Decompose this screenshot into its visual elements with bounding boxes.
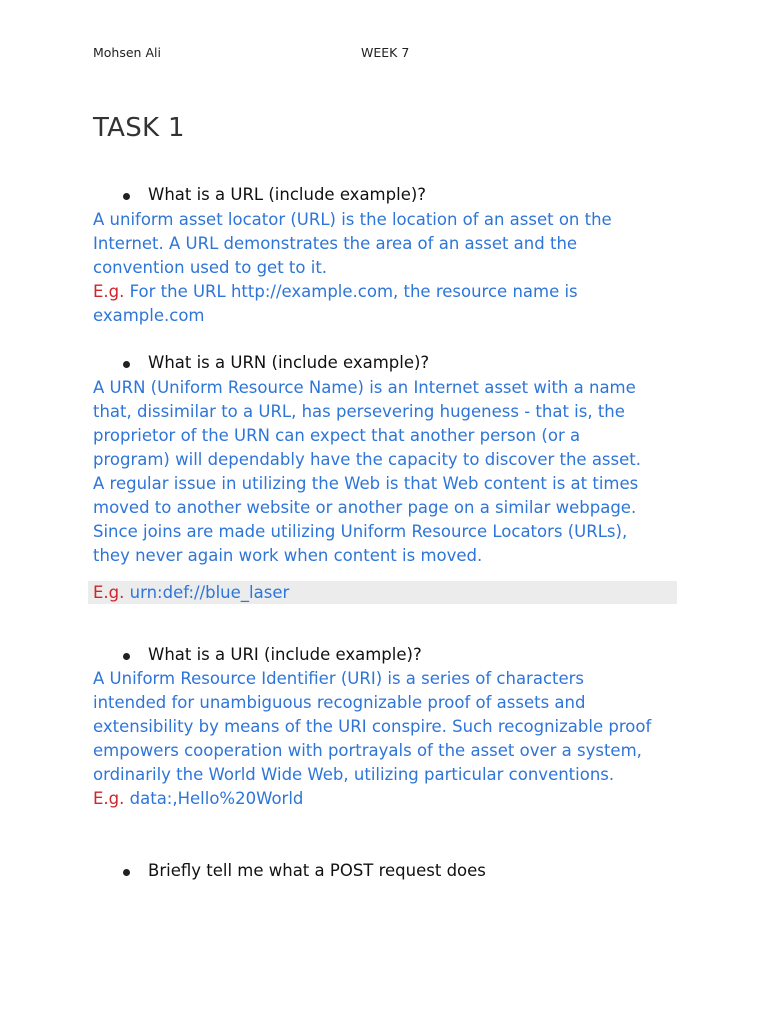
eg-label: E.g.: [93, 789, 125, 808]
eg-text: For the URL http://example.com, the resource name is: [124, 282, 578, 301]
answer-line: proprietor of the URN can expect that another person (or a: [93, 426, 581, 445]
example-line: [93, 581, 289, 604]
eg-label: E.g.: [93, 583, 125, 602]
example-line: example.com: [93, 306, 205, 325]
answer-line: program) will dependably have the capacity to discover the asset.: [93, 450, 641, 469]
answer-line: ordinarily the World Wide Web, utilizing particular conventions.: [93, 765, 615, 784]
answer-line: empowers cooperation with portrayals of the asset over a system,: [93, 741, 642, 760]
answer-line: intended for unambiguous recognizable proof of assets and: [93, 693, 586, 712]
answer-line: extensibility by means of the URI conspire. Such recognizable proof: [93, 717, 652, 736]
answer-line: Internet. A URL demonstrates the area of an asset and the: [93, 234, 578, 253]
answer-uri: [93, 667, 673, 811]
bullet-icon: [123, 193, 130, 200]
page-title: TASK 1: [93, 113, 185, 143]
bullet-icon: [123, 361, 130, 368]
question-text: What is a URN (include example)?: [148, 353, 430, 372]
header-author: Mohsen Ali: [93, 45, 161, 60]
eg-text: urn:def://blue_laser: [124, 583, 290, 602]
header-week: WEEK 7: [361, 45, 410, 60]
bullet-icon: [123, 653, 130, 660]
answer-line: A uniform asset locator (URL) is the location of an asset on the: [93, 210, 612, 229]
answer-line: A regular issue in utilizing the Web is that Web content is at times: [93, 474, 639, 493]
answer-line: A Uniform Resource Identifier (URI) is a series of characters: [93, 669, 585, 688]
answer-line: convention used to get to it.: [93, 258, 328, 277]
eg-label: E.g.: [93, 282, 125, 301]
example-line: [93, 787, 673, 811]
answer-line: they never again work when content is moved.: [93, 546, 483, 565]
answer-line: Since joins are made utilizing Uniform Resource Locators (URLs),: [93, 522, 628, 541]
answer-line: A URN (Uniform Resource Name) is an Internet asset with a name: [93, 378, 636, 397]
question-text: Briefly tell me what a POST request does: [148, 861, 486, 880]
answer-urn: [93, 376, 673, 568]
question-text: What is a URL (include example)?: [148, 185, 427, 204]
answer-line: that, dissimilar to a URL, has persevering hugeness - that is, the: [93, 402, 625, 421]
answer-line: moved to another website or another page on a similar webpage.: [93, 498, 637, 517]
bullet-icon: [123, 869, 130, 876]
answer-url: [93, 208, 673, 328]
question-text: What is a URI (include example)?: [148, 645, 422, 664]
eg-text: data:,Hello%20World: [124, 789, 304, 808]
example-line: [93, 280, 673, 304]
